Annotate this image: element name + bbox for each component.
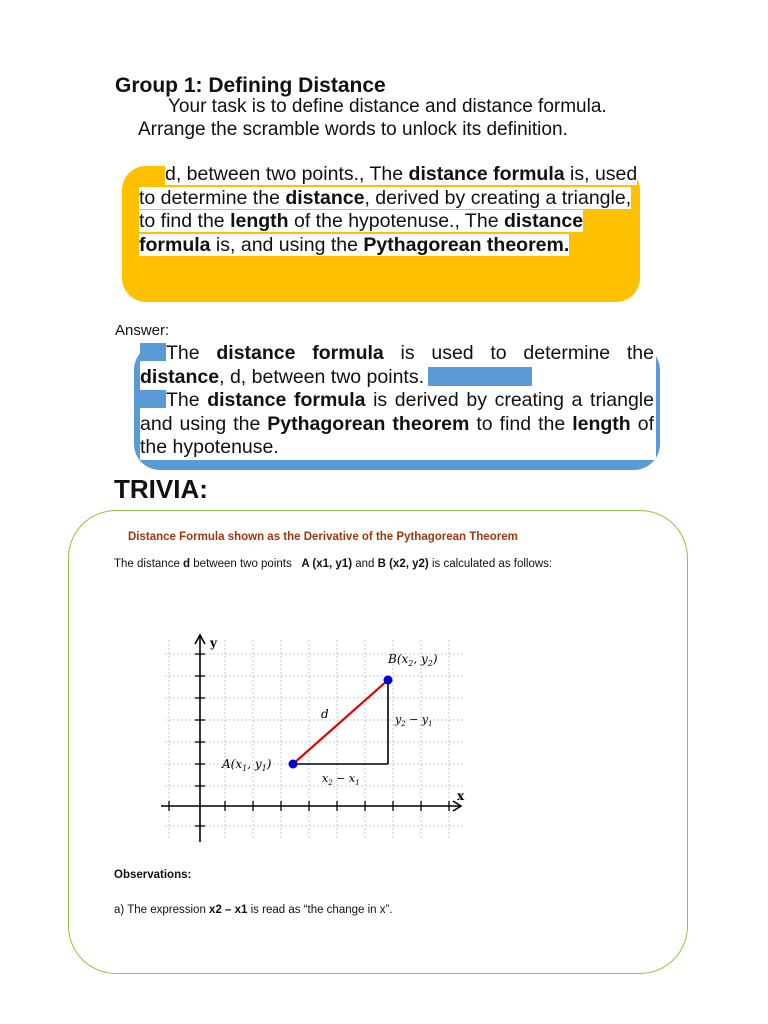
scramble-part: , derived by creating a triangle, to find the (139, 186, 632, 232)
scramble-keyword: Pythagorean (363, 233, 482, 256)
scramble-keyword: theorem. (486, 233, 570, 256)
hypotenuse (293, 680, 388, 764)
grid-lines (165, 640, 465, 840)
scramble-part: is, used to determine the (139, 163, 638, 209)
indent-marker (140, 390, 166, 408)
scramble-part: is, and using the (210, 233, 364, 256)
answer-sentence-1: The distance formula is used to determine the distance, d, between two points. (140, 342, 654, 388)
dy-label: $y_2 - y_1$ (395, 713, 433, 728)
scramble-keyword: distance (503, 210, 584, 232)
scramble-keyword: formula (139, 233, 211, 256)
indent-marker (140, 343, 166, 361)
scramble-part: d, between two points., The (165, 163, 409, 185)
scramble-keyword: length (230, 210, 289, 232)
axes (161, 635, 461, 842)
point-a-marker (289, 760, 298, 769)
distance-graph (155, 630, 475, 845)
scramble-part: of the hypotenuse., The (288, 210, 504, 232)
scramble-keyword: distance (285, 186, 365, 209)
x-axis-label: x (457, 789, 465, 803)
answer-label: Answer: (115, 322, 170, 339)
task-instructions: Your task is to define distance and distance formula. Arrange the scramble words to unlock its definition. (138, 96, 607, 140)
answer-sentence-2: The distance formula is derived by creating a triangle and using the Pythagorean theorem to find the length of the hypotenuse. (140, 389, 654, 458)
answer-text (140, 342, 654, 460)
y-axis-label: y (210, 636, 217, 650)
point-b-marker (384, 676, 393, 685)
hypotenuse-label: d (321, 707, 329, 721)
scramble-text (139, 163, 644, 257)
trivia-card-title: Distance Formula shown as the Derivative of the Pythagorean Theorem (128, 531, 518, 543)
observation-a: a) The expression x2 – x1 is read as “the change in x”. (114, 904, 393, 916)
point-a-label: $A(x_1$, $y_1$) (222, 757, 272, 773)
dx-label: $x_2 - x_1$ (322, 772, 360, 787)
point-b-label: $B(x_2$, $y_2$) (388, 652, 438, 668)
scramble-keyword: formula (493, 163, 565, 185)
section-title: Group 1: Defining Distance (115, 74, 386, 97)
highlight-bar (428, 367, 532, 386)
trivia-heading: TRIVIA: (114, 474, 208, 504)
scramble-keyword: distance (408, 163, 488, 185)
observations-heading: Observations: (114, 869, 192, 881)
trivia-description: The distance d between two points A (x1, y1) and B (x2, y2) is calculated as follows: (114, 558, 553, 570)
